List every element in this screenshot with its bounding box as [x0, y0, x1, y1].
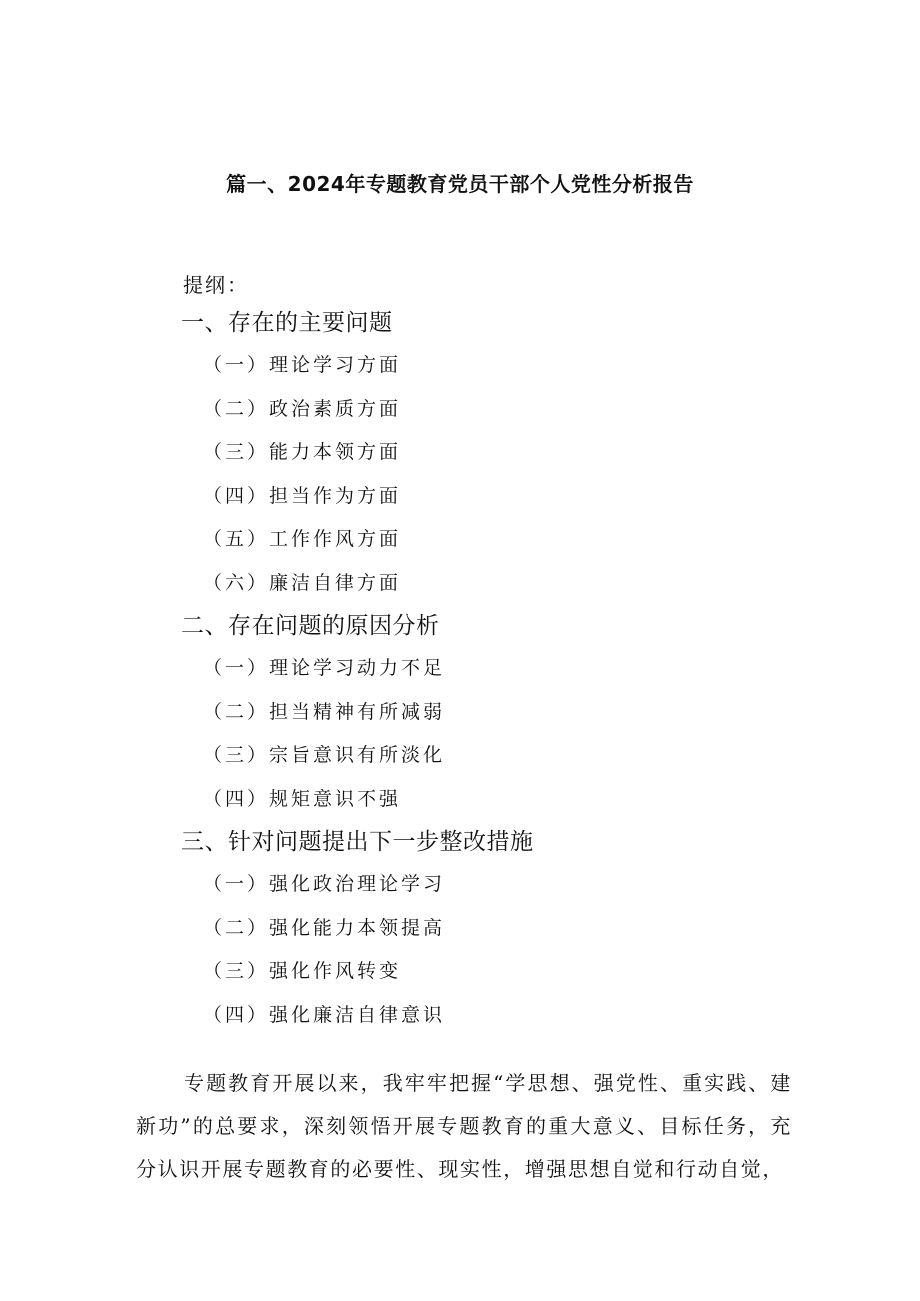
outline-item: （一）理论学习动力不足 [203, 657, 446, 679]
outline-item: （四）强化廉洁自律意识 [203, 1003, 446, 1026]
section-heading: 三、针对问题提出下一步整改措施 [181, 829, 534, 855]
outline-item: （三）能力本领方面 [203, 441, 402, 463]
outline-item: （二）政治素质方面 [203, 397, 402, 420]
section-cause-analysis [183, 605, 803, 821]
section-rectification-measures [183, 821, 803, 1037]
section-main-problems [183, 302, 803, 605]
outline-item: （四）担当作为方面 [203, 484, 402, 507]
outline [183, 268, 803, 1037]
outline-item: （五）工作作风方面 [203, 528, 402, 550]
outline-item: （四）规矩意识不强 [203, 787, 402, 810]
outline-item: （六）廉洁自律方面 [203, 571, 402, 594]
outline-item: （二）强化能力本领提高 [203, 916, 446, 939]
outline-label: 提纲： [183, 273, 249, 297]
document-title: 篇一、2024年专题教育党员干部个人党性分析报告 [226, 172, 694, 196]
outline-item: （二）担当精神有所减弱 [203, 700, 446, 723]
outline-item: （一）理论学习方面 [203, 354, 402, 376]
outline-item: （三）宗旨意识有所淡化 [203, 744, 446, 766]
outline-item: （一）强化政治理论学习 [203, 873, 446, 895]
body-paragraph: 专题教育开展以来，我牢牢把握“学思想、强党性、重实践、建新功”的总要求，深刻领悟开展专题教育的重大意义、目标任务，充分认识开展专题教育的必要性、现实性，增强思想自觉和行动自觉， [136, 1071, 792, 1181]
section-heading: 一、存在的主要问题 [181, 310, 393, 336]
section-heading: 二、存在问题的原因分析 [181, 613, 440, 639]
outline-item: （三）强化作风转变 [203, 960, 402, 982]
